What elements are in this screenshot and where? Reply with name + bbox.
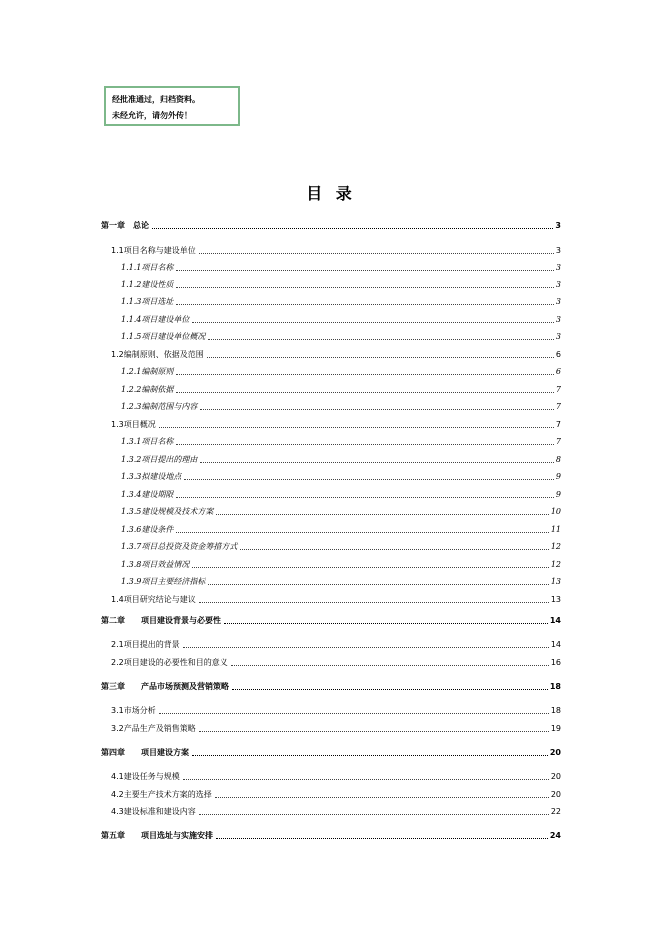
toc-entry-label: 第五章 项目选址与实施安排 (101, 831, 213, 840)
dot-leader (192, 322, 554, 323)
dot-leader (159, 427, 554, 428)
toc-entry-label: 1.3.1项目名称 (121, 437, 174, 446)
toc-entry-label: 1.3项目概况 (111, 420, 156, 429)
toc-entry-label: 1.1.2建设性质 (121, 280, 174, 289)
toc-subsection-entry[interactable] (121, 521, 561, 535)
toc-entry-label: 1.3.3拟建设地点 (121, 472, 182, 481)
toc-subsection-entry[interactable] (121, 573, 561, 587)
toc-entry-label: 4.2主要生产技术方案的选择 (111, 790, 212, 799)
toc-subsection-entry[interactable] (121, 259, 561, 273)
toc-subsection-entry[interactable] (121, 363, 561, 377)
toc-entry-page-number: 20 (550, 790, 561, 799)
toc-subsection-entry[interactable] (121, 556, 561, 570)
dot-leader (183, 647, 549, 648)
dot-leader (176, 497, 554, 498)
toc-entry-label: 1.1.4项目建设单位 (121, 315, 190, 324)
toc-entry-page-number: 3 (555, 297, 561, 306)
toc-entry-page-number: 20 (549, 748, 561, 757)
dot-leader (224, 623, 548, 624)
notice-line-2: 未经允许，请勿外传！ (112, 111, 192, 120)
toc-entry-label: 3.2产品生产及销售策略 (111, 724, 196, 733)
toc-entry-page-number: 8 (555, 455, 561, 464)
toc-entry-label: 1.4项目研究结论与建议 (111, 595, 196, 604)
toc-entry-label: 1.1项目名称与建设单位 (111, 246, 196, 255)
dot-leader (184, 479, 554, 480)
toc-entry-label: 4.1建设任务与规模 (111, 772, 180, 781)
toc-entry-page-number: 7 (555, 385, 561, 394)
toc-section-entry[interactable] (111, 416, 561, 430)
toc-entry-page-number: 3 (555, 221, 561, 230)
toc-chapter-entry[interactable] (101, 744, 561, 758)
toc-subsection-entry[interactable] (121, 538, 561, 552)
toc-entry-page-number: 20 (550, 772, 561, 781)
dot-leader (192, 567, 548, 568)
dot-leader (199, 602, 549, 603)
toc-section-entry[interactable] (111, 591, 561, 605)
dot-leader (208, 584, 548, 585)
toc-title: 目 录 (306, 184, 356, 203)
toc-entry-page-number: 14 (549, 616, 561, 625)
notice-line-1: 经批准通过，归档资料。 (112, 95, 200, 104)
dot-leader (208, 339, 554, 340)
toc-entry-label: 1.3.2项目提出的理由 (121, 455, 198, 464)
toc-subsection-entry[interactable] (121, 503, 561, 517)
dot-leader (183, 779, 549, 780)
dot-leader (159, 713, 549, 714)
toc-entry-page-number: 9 (555, 472, 561, 481)
toc-entry-label: 1.2编制原则、依据及范围 (111, 350, 204, 359)
toc-entry-label: 第四章 项目建设方案 (101, 748, 189, 757)
toc-chapter-entry[interactable] (101, 678, 561, 692)
dot-leader (232, 689, 548, 690)
toc-entry-label: 1.1.3项目选址 (121, 297, 174, 306)
toc-entry-page-number: 12 (550, 542, 561, 551)
toc-entry-page-number: 3 (555, 315, 561, 324)
toc-entry-label: 1.2.2编制依据 (121, 385, 174, 394)
toc-subsection-entry[interactable] (121, 293, 561, 307)
toc-entry-page-number: 6 (555, 350, 561, 359)
toc-chapter-entry[interactable] (101, 612, 561, 626)
toc-entry-page-number: 13 (550, 595, 561, 604)
toc-section-entry[interactable] (111, 702, 561, 716)
toc-section-entry[interactable] (111, 242, 561, 256)
toc-entry-label: 2.2项目建设的必要性和目的意义 (111, 658, 228, 667)
toc-section-entry[interactable] (111, 803, 561, 817)
toc-entry-page-number: 14 (550, 640, 561, 649)
toc-entry-page-number: 18 (549, 682, 561, 691)
toc-entry-page-number: 12 (550, 560, 561, 569)
toc-section-entry[interactable] (111, 346, 561, 360)
toc-entry-label: 第一章 总论 (101, 221, 149, 230)
dot-leader (176, 287, 554, 288)
dot-leader (152, 228, 553, 229)
toc-entry-page-number: 10 (550, 507, 561, 516)
toc-entry-page-number: 9 (555, 490, 561, 499)
dot-leader (192, 755, 548, 756)
toc-subsection-entry[interactable] (121, 328, 561, 342)
toc-entry-page-number: 18 (550, 706, 561, 715)
toc-entry-label: 1.3.4建设期限 (121, 490, 174, 499)
toc-entry-page-number: 7 (555, 402, 561, 411)
dot-leader (216, 514, 548, 515)
toc-entry-page-number: 19 (550, 724, 561, 733)
toc-entry-label: 1.3.6建设条件 (121, 525, 174, 534)
dot-leader (199, 253, 554, 254)
toc-subsection-entry[interactable] (121, 468, 561, 482)
dot-leader (176, 374, 554, 375)
toc-entry-label: 2.1项目提出的背景 (111, 640, 180, 649)
toc-entry-label: 4.3建设标准和建设内容 (111, 807, 196, 816)
toc-entry-label: 1.2.1编制原则 (121, 367, 174, 376)
toc-chapter-entry[interactable] (101, 217, 561, 231)
toc-subsection-entry[interactable] (121, 486, 561, 500)
dot-leader (199, 731, 549, 732)
toc-subsection-entry[interactable] (121, 276, 561, 290)
dot-leader (176, 532, 548, 533)
dot-leader (207, 357, 554, 358)
toc-section-entry[interactable] (111, 768, 561, 782)
toc-chapter-entry[interactable] (101, 827, 561, 841)
toc-entry-label: 3.1市场分析 (111, 706, 156, 715)
toc-subsection-entry[interactable] (121, 433, 561, 447)
toc-section-entry[interactable] (111, 786, 561, 800)
dot-leader (216, 838, 548, 839)
dot-leader (240, 549, 548, 550)
toc-entry-label: 1.3.5建设规模及技术方案 (121, 507, 214, 516)
toc-entry-label: 1.3.8项目效益情况 (121, 560, 190, 569)
toc-entry-page-number: 6 (555, 367, 561, 376)
dot-leader (176, 304, 554, 305)
dot-leader (215, 797, 549, 798)
toc-entry-page-number: 24 (549, 831, 561, 840)
toc-entry-label: 1.3.7项目总投资及资金筹措方式 (121, 542, 238, 551)
dot-leader (200, 462, 554, 463)
toc-entry-page-number: 13 (550, 577, 561, 586)
toc-entry-label: 1.1.5项目建设单位概况 (121, 332, 206, 341)
toc-entry-page-number: 3 (555, 332, 561, 341)
toc-entry-page-number: 3 (555, 280, 561, 289)
dot-leader (176, 444, 554, 445)
dot-leader (200, 409, 554, 410)
toc-section-entry[interactable] (111, 720, 561, 734)
toc-entry-label: 1.1.1项目名称 (121, 263, 174, 272)
toc-entry-page-number: 3 (555, 246, 561, 255)
toc-entry-page-number: 11 (550, 525, 561, 534)
toc-section-entry[interactable] (111, 636, 561, 650)
toc-entry-label: 第三章 产品市场预测及营销策略 (101, 682, 229, 691)
toc-entry-label: 1.2.3编制范围与内容 (121, 402, 198, 411)
dot-leader (176, 392, 554, 393)
toc-section-entry[interactable] (111, 654, 561, 668)
toc-entry-page-number: 7 (555, 437, 561, 446)
dot-leader (231, 665, 549, 666)
dot-leader (176, 270, 554, 271)
toc-entry-label: 1.3.9项目主要经济指标 (121, 577, 206, 586)
toc-entry-page-number: 7 (555, 420, 561, 429)
toc-entry-page-number: 16 (550, 658, 561, 667)
toc-subsection-entry[interactable] (121, 381, 561, 395)
toc-entry-label: 第二章 项目建设背景与必要性 (101, 616, 221, 625)
toc-subsection-entry[interactable] (121, 451, 561, 465)
dot-leader (199, 814, 549, 815)
toc-subsection-entry[interactable] (121, 398, 561, 412)
toc-entry-page-number: 3 (555, 263, 561, 272)
toc-entry-page-number: 22 (550, 807, 561, 816)
toc-subsection-entry[interactable] (121, 311, 561, 325)
